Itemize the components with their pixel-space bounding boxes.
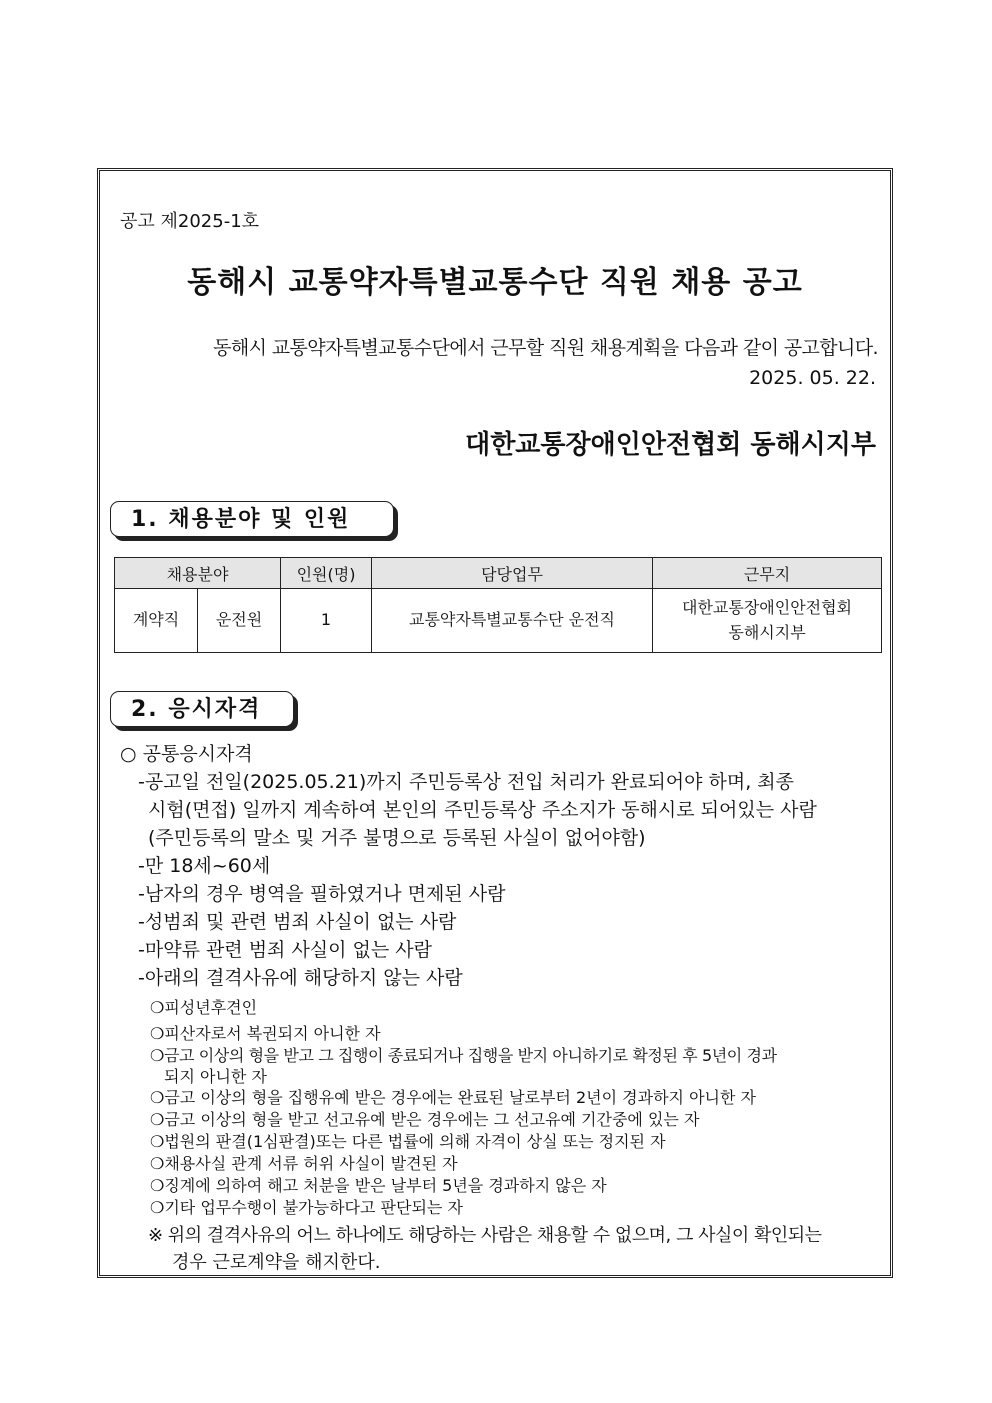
disqualification-item: ❍기타 업무수행이 불가능하다고 판단되는 자 — [150, 1198, 463, 1217]
qualification-line: -아래의 결격사유에 해당하지 않는 사람 — [138, 967, 463, 989]
common-qualification-heading: ○ 공통응시자격 — [120, 743, 253, 765]
disqualification-item: ❍피성년후견인 — [150, 998, 258, 1017]
workplace-line1: 대한교통장애인안전협회 — [682, 597, 853, 617]
disqualification-item: ❍금고 이상의 형을 받고 그 집행이 종료되거나 집행을 받지 아니하기로 확정된 후 5년이 경과 — [150, 1046, 777, 1065]
notice-number: 공고 제2025-1호 — [120, 211, 260, 232]
cell-count: 1 — [281, 589, 372, 653]
qualification-line: 시험(면접) 일까지 계속하여 본인의 주민등록상 주소지가 동해시로 되어있는 사람 — [148, 799, 817, 821]
header-workplace: 근무지 — [653, 558, 882, 589]
header-count: 인원(명) — [281, 558, 372, 589]
header-field: 채용분야 — [115, 558, 281, 589]
cell-workplace — [653, 589, 882, 653]
section1-heading: 1. 채용분야 및 인원 — [110, 501, 394, 537]
recruitment-table — [114, 557, 882, 653]
organization-name: 대한교통장애인안전협회 동해시지부 — [465, 430, 876, 460]
disqualification-item: ❍징계에 의하여 해고 처분을 받은 날부터 5년을 경과하지 않은 자 — [150, 1176, 607, 1195]
notice-frame — [97, 168, 893, 1278]
note-line1: ※ 위의 결격사유의 어느 하나에도 해당하는 사람은 채용할 수 없으며, 그 사실이 확인되는 — [148, 1225, 822, 1246]
qualification-line: -공고일 전일(2025.05.21)까지 주민등록상 전입 처리가 완료되어야 하며, 최종 — [138, 771, 794, 793]
qualification-line: -성범죄 및 관련 범죄 사실이 없는 사람 — [138, 911, 457, 933]
notice-date: 2025. 05. 22. — [749, 367, 876, 389]
page-title: 동해시 교통약자특별교통수단 직원 채용 공고 — [187, 265, 803, 300]
section2-heading: 2. 응시자격 — [110, 691, 294, 727]
qualification-line: -마약류 관련 범죄 사실이 없는 사람 — [138, 939, 433, 961]
note-line2: 경우 근로계약을 해지한다. — [172, 1252, 381, 1273]
disqualification-item: ❍채용사실 관계 서류 허위 사실이 발견된 자 — [150, 1154, 458, 1173]
disqualification-item: ❍금고 이상의 형을 집행유예 받은 경우에는 완료된 날로부터 2년이 경과하지 아니한 자 — [150, 1088, 756, 1107]
disqualification-item: ❍금고 이상의 형을 받고 선고유예 받은 경우에는 그 선고유예 기간중에 있는 자 — [150, 1110, 700, 1129]
table-row — [115, 589, 882, 653]
qualification-line: -남자의 경우 병역을 필하였거나 면제된 사람 — [138, 883, 506, 905]
header-duty: 담당업무 — [372, 558, 653, 589]
cell-type: 계약직 — [115, 589, 198, 653]
qualification-line: (주민등록의 말소 및 거주 불명으로 등록된 사실이 없어야함) — [148, 827, 646, 849]
qualification-line: -만 18세~60세 — [138, 855, 271, 877]
cell-position: 운전원 — [198, 589, 281, 653]
workplace-line2: 동해시지부 — [728, 622, 806, 642]
disqualification-item: ❍피산자로서 복권되지 아니한 자 — [150, 1024, 381, 1043]
intro-text: 동해시 교통약자특별교통수단에서 근무할 직원 채용계획을 다음과 같이 공고합니다. — [213, 337, 878, 359]
disqualification-item: 되지 아니한 자 — [164, 1067, 267, 1086]
table-header-row — [115, 558, 882, 589]
cell-duty: 교통약자특별교통수단 운전직 — [372, 589, 653, 653]
disqualification-item: ❍법원의 판결(1심판결)또는 다른 법률에 의해 자격이 상실 또는 정지된 자 — [150, 1132, 666, 1151]
